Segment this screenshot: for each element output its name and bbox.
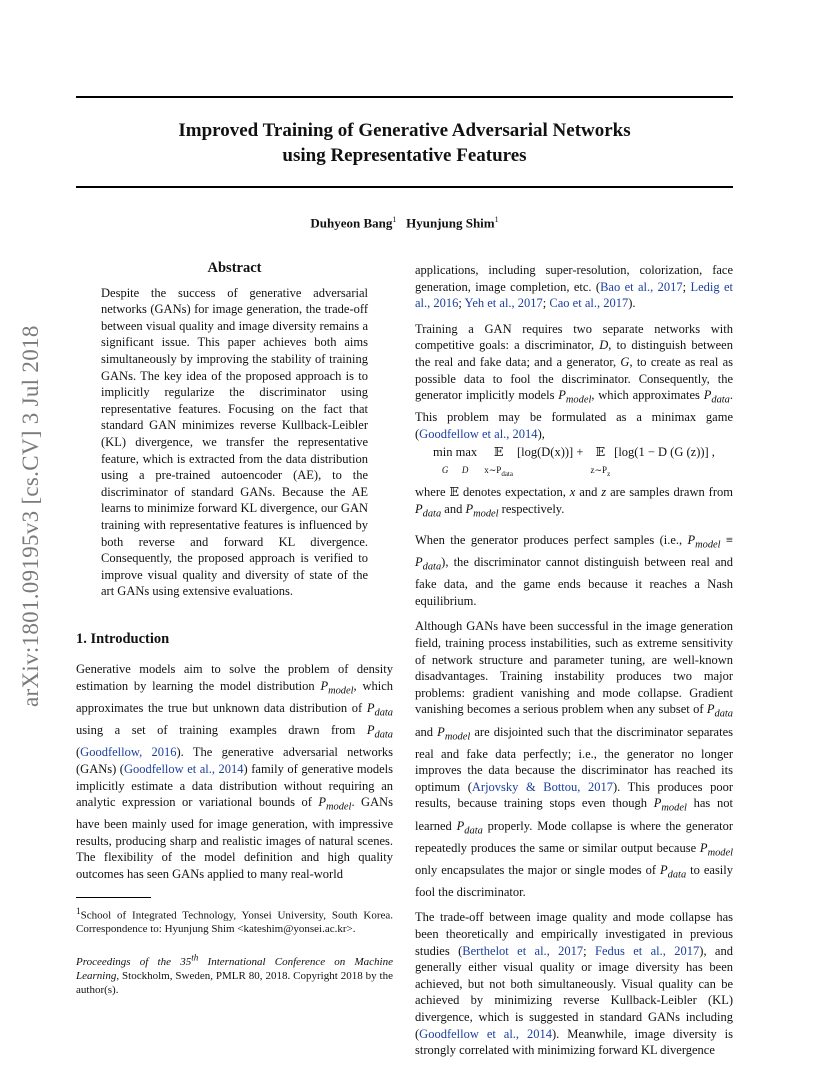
paper-title [76,118,733,168]
paragraph: applications, including super-resolution, colorization, face generation, image completion, etc. (Bao et al., 2017; Ledig et al., 2016; Yeh et al., 2017; Cao et al., 2017). [415,263,733,311]
citation-link[interactable]: Ledig et al., 2016 [415,279,733,311]
footnote-rule [76,897,151,898]
proceedings-note: Proceedings of the 35th International Conference on Machine Learning, Stockholm, Sweden, PMLR 80, 2018. Copyright 2018 by the author(s). [76,952,393,996]
citation-link[interactable]: Goodfellow et al., 2014 [123,761,244,776]
title-line-2: using Representative Features [282,145,527,166]
section-heading-introduction: 1. Introduction [76,630,170,647]
intro-paragraph: Generative models aim to solve the problem of density estimation by learning the model distribution $P_{model}$, which approximates the true but unknown data distribution of $P_{data}$ using a set of training examples drawn from $P_{data}$ (Goodfellow, 2016). The generative adversarial networks (GANs) (Goodfellow et al., 2014) family of generative models implicitly estimate a data distribution without requiring an analytic expression or variational bounds of $P_{model}$. GANs have been mainly used for image generation, with impressive results, producing sharp and realistic images of natural scenes. The flexibility of the model definition and high quality outcomes has seen GANs applied to many real-world [76,662,393,881]
abstract-heading: Abstract [207,260,262,276]
paragraph: Although GANs have been successful in the image generation field, training process instabilities, such as extreme sensitivity of network structure and parameter tuning, are well-known disadvantages. Training instability produces two major problems: gradient vanishing and mode collapse. Gradient vanishing becomes a serious problem when any subset of $P_{data}$ and $P_{model}$ are disjointed such that the discriminator separates real and fake data perfectly; i.e., the generator no longer improves the data because the discriminator has reached its optimum (Arjovsky & Bottou, 2017). This produces poor results, because training stops even though $P_{model}$ has not learned $P_{data}$ properly. Mode collapse is where the generator repeatedly produces the same or similar output because $P_{model}$ only encapsulates the major or single modes of $P_{data}$ to easily fool the discriminator. [415,619,733,899]
minimax-equation: min max G D 𝔼 $x\sim P_{data}[\log(D(x))]$ + 𝔼 $z\sim P_z[\log(1 - D$ (G (z))] , [433,445,715,478]
citation-link[interactable]: Cao et al., 2017 [549,296,629,311]
right-column [415,262,733,1068]
affiliation-mark: 1 [494,215,499,224]
citation-link[interactable]: Berthelot et al., 2017 [462,943,584,958]
citation-link[interactable]: Arjovsky & Bottou, 2017 [471,779,613,794]
citation-link[interactable]: Bao et al., 2017 [600,279,683,294]
paragraph: Training a GAN requires two separate networks with competitive goals: a discriminator, D, to distinguish between the real and fake data; and a generator, G, to create as real as possible data to fool the discriminator. Consequently, the generator implicitly models $P_{model}$, which approximates $P_{data}$. This problem may be formulated as a minimax game (Goodfellow et al., 2014), [415,321,734,441]
affiliation-footnote: $^1$School of Integrated Technology, Yonsei University, South Korea. Correspondence to: Hyunjung Shim <kateshim@yonsei.ac.kr>. [76,905,393,936]
citation-link[interactable]: Fedus et al., 2017 [595,943,700,958]
citation-link[interactable]: Yeh et al., 2017 [464,296,543,311]
citation-link[interactable]: Goodfellow et al., 2014 [419,426,538,441]
author-name: Hyunjung Shim [406,215,495,231]
title-rule-bottom [76,186,733,188]
citation-link[interactable]: Goodfellow, 2016 [80,745,177,760]
paragraph: When the generator produces perfect samples (i.e., $P_{model} \equiv P_{data}$), the discriminator cannot distinguish between real and fake data, and the game ends because it reaches a Nash equilibrium. [415,533,733,608]
arxiv-watermark: arXiv:1801.09195v3 [cs.CV] 3 Jul 2018 [18,325,43,707]
citation-link[interactable]: Goodfellow et al., 2014 [419,1026,552,1041]
title-rule-top [76,96,733,98]
left-column [76,260,393,997]
title-line-1: Improved Training of Generative Adversarial Networks [178,120,631,141]
paragraph: The trade-off between image quality and mode collapse has been theoretically and empirically investigated in previous studies (Berthelot et al., 2017; Fedus et al., 2017), and generally either visual quality or image diversity has been achieved, but not both simultaneously. Visual quality can be achieved by minimizing reverse Kullback-Leibler (KL) divergence, which is suggested in standard GANs including (Goodfellow et al., 2014). Meanwhile, image diversity is strongly correlated with minimizing forward KL divergence [415,910,733,1058]
abstract-body: Despite the success of generative adversarial networks (GANs) for image generation, the trade-off between visual quality and image diversity remains a significant issue. This paper achieves both aims simultaneously by improving the stability of training GANs. The key idea of the proposed approach is to implicitly regularize the discriminator using representative features. Focusing on the fact that standard GAN minimizes reverse Kullback-Leibler (KL) divergence, we transfer the representative feature, which is extracted from the data distribution using a pre-trained autoencoder (AE), to the discriminator of standard GANs. Because the AE learns to minimize forward KL divergence, our GAN training with representative features is influenced by both reverse and forward KL divergence. Consequently, the proposed approach is verified to improve visual quality and diversity of state of the art GANs using extensive evaluations. [101,285,368,599]
author-name: Duhyeon Bang [310,215,393,231]
affiliation-mark: 1 [392,215,397,224]
paragraph: where 𝔼 denotes expectation, x and z are samples drawn from $P_{data}$ and $P_{model}$ respectively. [415,485,733,520]
author-list [76,215,733,231]
